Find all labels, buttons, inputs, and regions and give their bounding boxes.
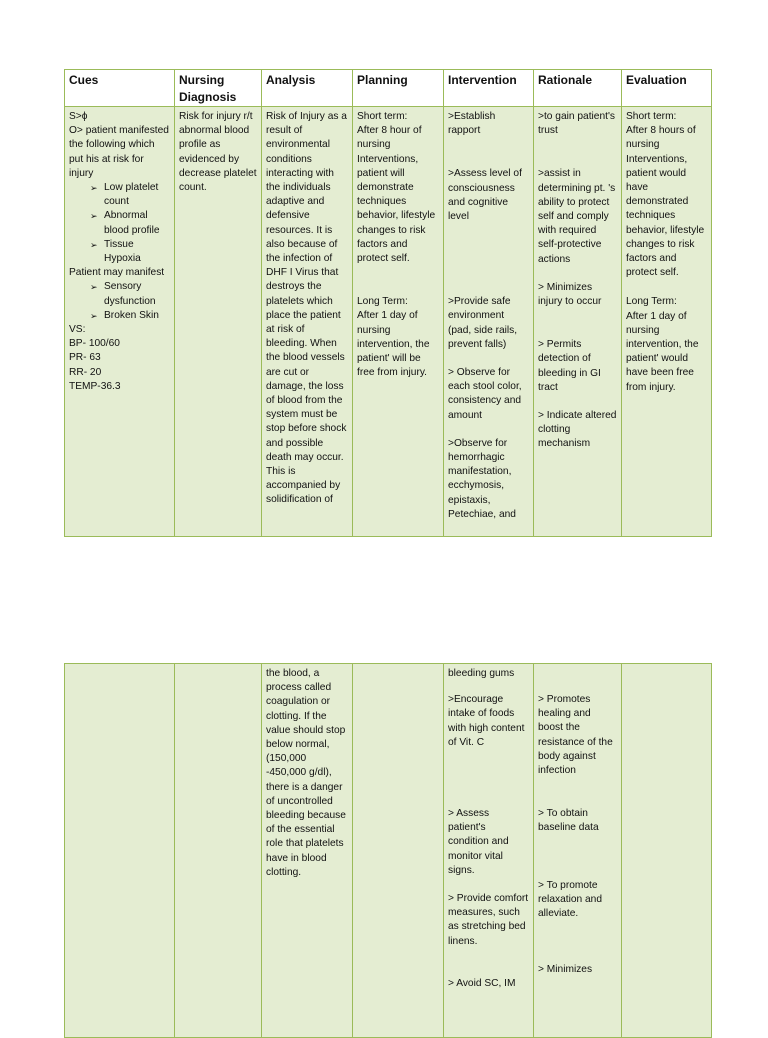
arrow-bullet-icon: ➢ xyxy=(90,239,98,250)
intervention-item: >Provide safe environment (pad, side rails, prevent falls) xyxy=(448,296,518,350)
list-item: ➢ Low platelet count xyxy=(90,182,159,208)
list-item: ➢ Tissue Hypoxia xyxy=(90,238,141,265)
rationale-item: > To promote relaxation and alleviate. xyxy=(538,879,603,920)
rationale-item: > Promotes healing and boost the resistance of the body against infection xyxy=(538,694,613,777)
intervention-item: > Avoid SC, IM xyxy=(448,977,516,989)
header-intervention: Intervention xyxy=(444,70,534,107)
care-plan-table-page2 xyxy=(64,663,712,1038)
cues-lead: S>ϕ O> patient manifested the following which put his at risk for injury xyxy=(69,111,169,179)
rationale-item: >assist in determining pt. 's ability to protect self and comply with required self-protective actions xyxy=(538,168,616,265)
arrow-bullet-icon: ➢ xyxy=(90,282,98,293)
rationale-item: > Indicate altered clotting mechanism xyxy=(538,410,617,450)
intervention-item: > Assess patient's condition and monitor vital signs. xyxy=(448,808,509,876)
cues-cell xyxy=(65,107,175,537)
intervention-cell xyxy=(444,107,534,537)
cues-cell xyxy=(65,664,175,1038)
list-item: ➢ Abnormal blood profile xyxy=(90,210,160,236)
rationale-cell xyxy=(534,664,622,1038)
intervention-item: >Encourage intake of foods with high content of Vit. C xyxy=(448,694,525,748)
rationale-item: > Minimizes injury to occur xyxy=(538,281,602,308)
intervention-cell xyxy=(444,664,534,1038)
planning-cell xyxy=(353,664,444,1038)
arrow-bullet-icon: ➢ xyxy=(90,183,98,194)
list-item: ➢ Broken Skin xyxy=(77,309,170,323)
diagnosis-cell: Risk for injury r/t abnormal blood profile as evidenced by decrease platelet count. xyxy=(175,107,262,537)
arrow-bullet-icon: ➢ xyxy=(90,310,98,321)
table-row xyxy=(65,664,712,1038)
header-row xyxy=(65,70,712,107)
analysis-cell: Risk of Injury as a result of environmental conditions interacting with the individuals adaptive and defensive resources. It is also because of the infection of DHF I Virus that destroys the platelets which place the patient at risk of bleeding. When the blood vessels are cut or damage, the loss of blood from the system must be stop before shock and possible death may occur. This is accompanied by solidification of xyxy=(262,107,353,537)
planning-cell xyxy=(353,107,444,537)
rationale-item: > Permits detection of bleeding in GI tract xyxy=(538,339,601,393)
diagnosis-cell xyxy=(175,664,262,1038)
evaluation-cell xyxy=(622,107,712,537)
analysis-cell: the blood, a process called coagulation or clotting. If the value should stop below normal,(150,000 -450,000 g/dl), there is a danger of uncontrolled bleeding because of the essential role that platelets have in blood clotting. xyxy=(262,664,353,1038)
header-analysis: Analysis xyxy=(262,70,353,107)
header-nursing-diagnosis: Nursing Diagnosis xyxy=(175,70,262,107)
cues-list-2 xyxy=(69,280,170,323)
cues-list-1 xyxy=(69,181,170,266)
planning-long-term: Long Term: After 1 day of nursing intervention, the patient' will be free from injury. xyxy=(357,296,430,379)
rationale-item: > Minimizes xyxy=(538,964,593,976)
arrow-bullet-icon: ➢ xyxy=(90,211,98,222)
evaluation-short-term: Short term: After 8 hours of nursing Interventions, patient would have demonstrated techniques behavior, lifestyle changes to risk factors and protect self. xyxy=(626,111,705,279)
care-plan-table-page1 xyxy=(64,69,712,537)
intervention-item: >Observe for hemorrhagic manifestation, ecchymosis, epistaxis, Petechiae, and xyxy=(448,437,516,520)
planning-short-term: Short term: After 8 hour of nursing Interventions, patient will demonstrate techniques behavior, lifestyle changes to risk factors and protect self. xyxy=(357,111,436,265)
header-planning: Planning xyxy=(353,70,444,107)
intervention-item: > Observe for each stool color, consistency and amount xyxy=(448,367,522,421)
evaluation-long-term: Long Term: After 1 day of nursing intervention, the patient' would have been free from injury. xyxy=(626,296,699,393)
cues-mid: Patient may manifest xyxy=(69,267,165,279)
evaluation-cell xyxy=(622,664,712,1038)
intervention-item: >Assess level of consciousness and cognitive level xyxy=(448,168,522,223)
intervention-item: bleeding gums xyxy=(448,668,515,679)
header-cues: Cues xyxy=(65,70,175,107)
list-item: ➢ Sensory dysfunction xyxy=(90,281,156,307)
header-rationale: Rationale xyxy=(534,70,622,107)
vital-signs: VS: BP- 100/60 PR- 63 RR- 20 TEMP-36.3 xyxy=(69,324,121,392)
rationale-cell xyxy=(534,107,622,537)
table-row xyxy=(65,107,712,537)
intervention-item: > Provide comfort measures, such as stretching bed linens. xyxy=(448,893,529,947)
rationale-item: >to gain patient's trust xyxy=(538,111,615,137)
rationale-item: > To obtain baseline data xyxy=(538,808,599,834)
intervention-item: >Establish rapport xyxy=(448,111,496,137)
header-evaluation: Evaluation xyxy=(622,70,712,107)
